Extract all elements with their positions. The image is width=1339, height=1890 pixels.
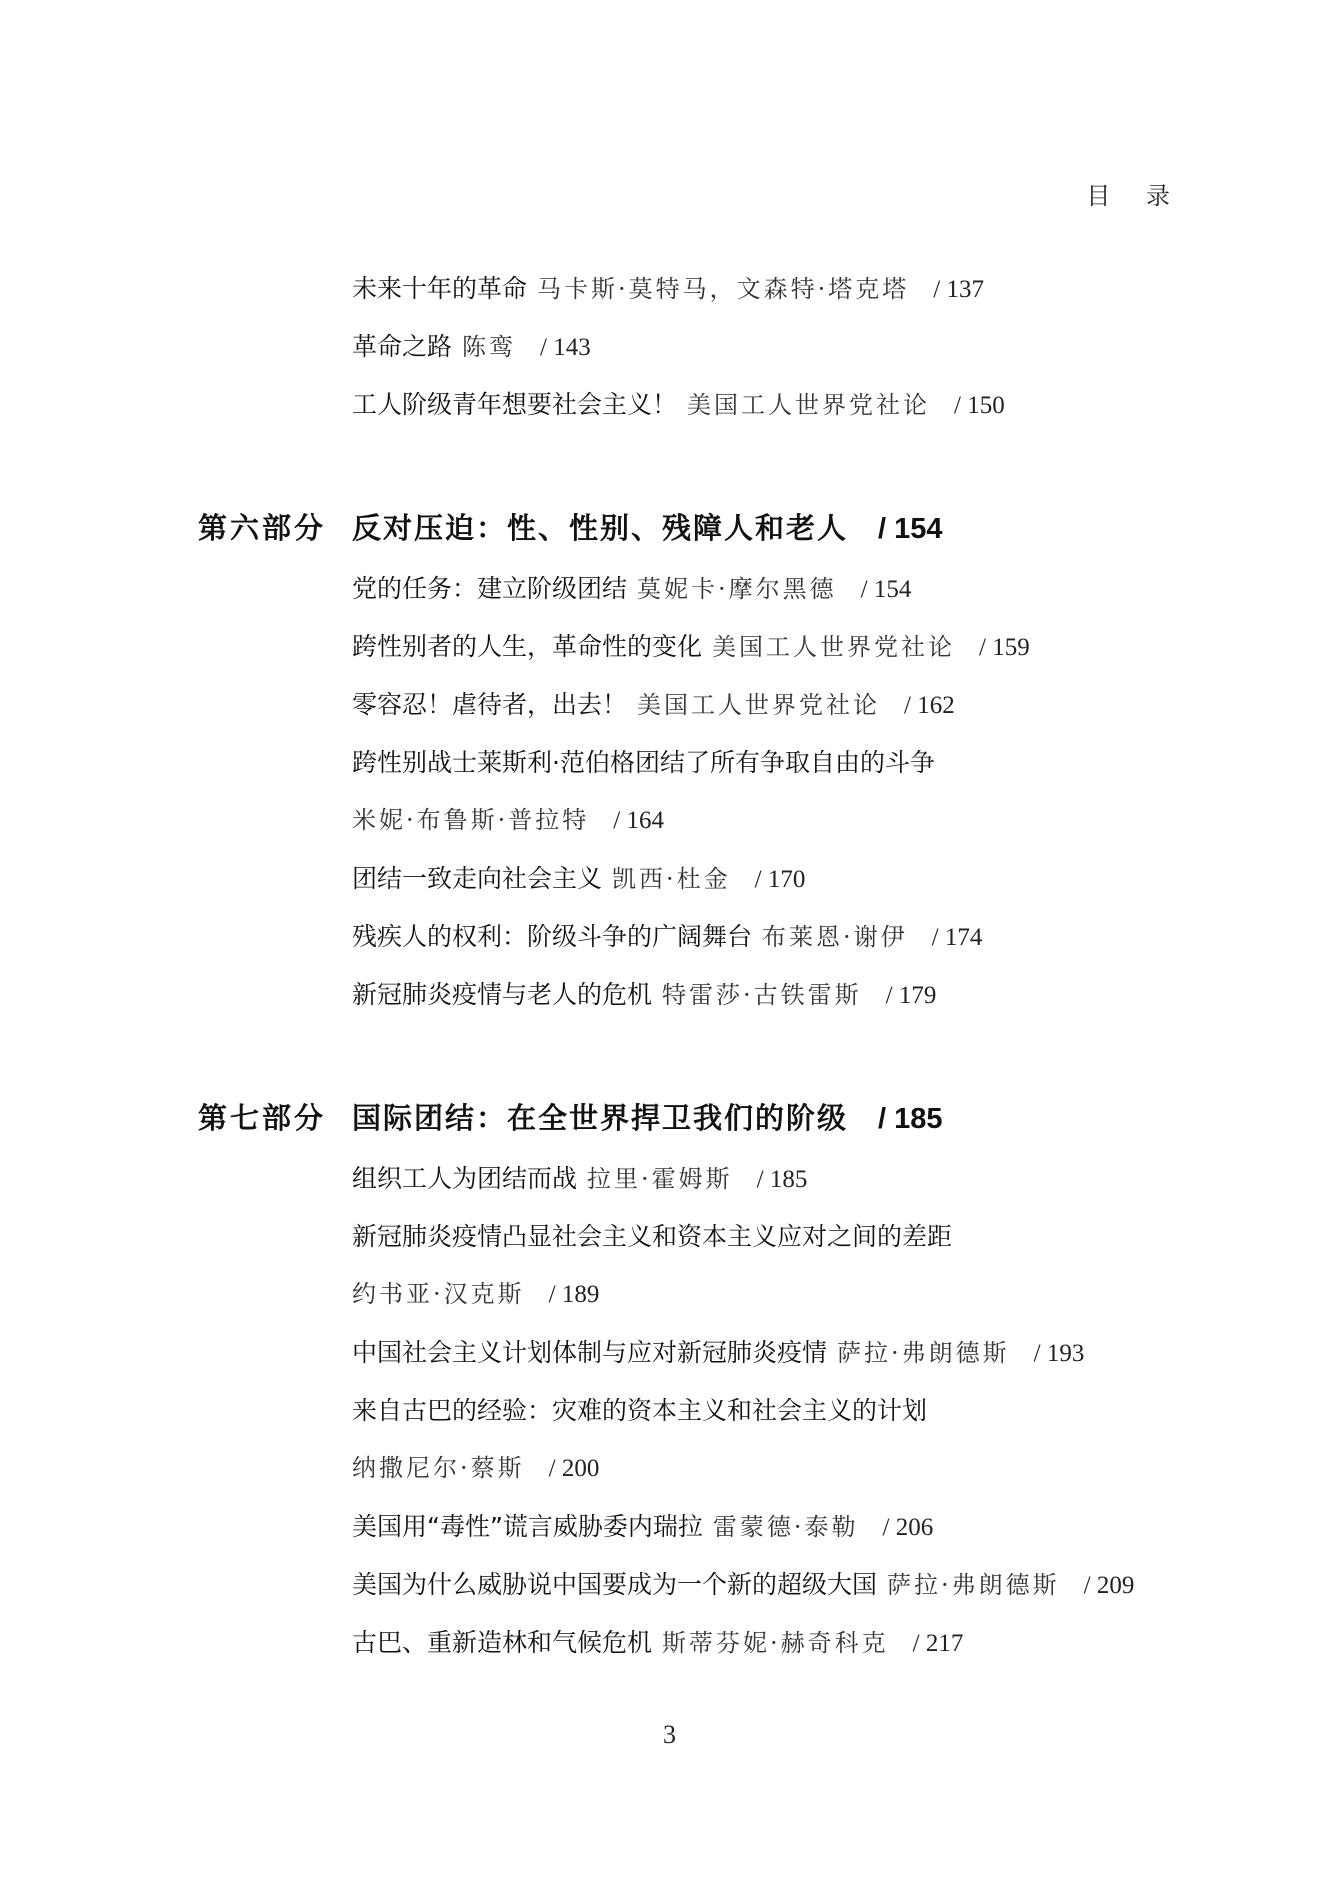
entry-author: 美国工人世界党社论 [637, 691, 881, 719]
entry-author: 纳撒尼尔·蔡斯 [352, 1454, 525, 1482]
entry-author: 斯蒂芬妮·赫奇科克 [662, 1629, 889, 1657]
entry-page-ref: / 143 [540, 334, 591, 361]
entry-page-ref: / 209 [1083, 1572, 1135, 1599]
entry-author: 陈鸾 [462, 333, 517, 361]
entry-title: 残疾人的权利：阶级斗争的广阔舞台 [352, 922, 753, 951]
entry-author: 拉里·霍姆斯 [587, 1165, 733, 1193]
part-label: 第七部分 [198, 1101, 327, 1135]
toc-entry [352, 1398, 927, 1423]
entry-author: 莫妮卡·摩尔黑德 [637, 575, 837, 603]
toc-entry [352, 1630, 963, 1656]
toc-entry [352, 1224, 952, 1249]
entry-page-ref: / 200 [548, 1455, 600, 1482]
entry-page-ref: / 174 [931, 924, 983, 951]
toc-entry [352, 1456, 599, 1481]
part-title: 国际团结：在全世界捍卫我们的阶级 [352, 1101, 849, 1135]
toc-entry [352, 808, 664, 833]
part-heading [198, 1101, 943, 1135]
entry-author: 米妮·布鲁斯·普拉特 [352, 806, 590, 834]
toc-entry [352, 276, 984, 302]
part-heading [198, 511, 943, 545]
entry-page-ref: / 189 [548, 1281, 600, 1308]
entry-author: 雷蒙德·泰勒 [712, 1513, 859, 1541]
part-page-ref: / 185 [878, 1103, 943, 1135]
entry-author: 约书亚·汉克斯 [352, 1280, 525, 1308]
toc-entry [352, 1166, 807, 1192]
entry-title: 美国用“毒性”谎言威胁委内瑞拉 [352, 1512, 703, 1541]
entry-title: 来自古巴的经验：灾难的资本主义和社会主义的计划 [352, 1396, 928, 1425]
toc-entry [352, 392, 1005, 418]
part-page-ref: / 154 [878, 513, 943, 545]
toc-entry [352, 1572, 1134, 1598]
entry-title: 党的任务：建立阶级团结 [352, 574, 628, 603]
toc-entry [352, 1282, 599, 1307]
toc-entry [352, 1340, 1084, 1366]
running-head: 目 录 [1086, 182, 1184, 210]
page-number: 3 [663, 1720, 676, 1749]
entry-author: 布莱恩·谢伊 [762, 923, 908, 951]
entry-title: 工人阶级青年想要社会主义！ [352, 390, 678, 419]
entry-author: 萨拉·弗朗德斯 [887, 1571, 1060, 1599]
part-label: 第六部分 [198, 511, 327, 545]
toc-entry [352, 982, 936, 1008]
entry-title: 美国为什么威胁说中国要成为一个新的超级大国 [352, 1570, 878, 1599]
entry-author: 美国工人世界党社论 [687, 391, 931, 419]
entry-title: 中国社会主义计划体制与应对新冠肺炎疫情 [352, 1338, 828, 1367]
entry-page-ref: / 206 [882, 1514, 934, 1541]
entry-page-ref: / 185 [756, 1166, 808, 1193]
entry-page-ref: / 154 [860, 576, 912, 603]
toc-entry [352, 750, 935, 775]
toc-entry [352, 866, 805, 892]
entry-page-ref: / 193 [1033, 1340, 1085, 1367]
entry-title: 古巴、重新造林和气候危机 [352, 1628, 653, 1657]
entry-author: 马卡斯·莫特马，文森特·塔克塔 [537, 275, 910, 303]
entry-page-ref: / 179 [885, 982, 937, 1009]
entry-page-ref: / 164 [613, 807, 664, 834]
entry-title: 革命之路 [352, 332, 453, 361]
entry-author: 特雷莎·古铁雷斯 [662, 981, 862, 1009]
entry-page-ref: / 170 [754, 866, 806, 893]
entry-page-ref: / 162 [904, 692, 955, 719]
entry-page-ref: / 150 [954, 392, 1005, 419]
entry-title: 团结一致走向社会主义 [352, 864, 603, 893]
entry-page-ref: / 137 [933, 276, 984, 303]
toc-entry [352, 576, 911, 602]
part-title: 反对压迫：性、性别、残障人和老人 [352, 511, 849, 545]
entry-title: 未来十年的革命 [352, 274, 528, 303]
toc-entry [352, 634, 1030, 660]
entry-title: 零容忍！虐待者，出去！ [352, 690, 628, 719]
entry-page-ref: / 217 [912, 1630, 964, 1657]
entry-title: 跨性别者的人生，革命性的变化 [352, 632, 703, 661]
entry-title: 组织工人为团结而战 [352, 1164, 578, 1193]
entry-author: 美国工人世界党社论 [712, 633, 956, 661]
toc-entry [352, 334, 591, 360]
toc-entry [352, 1514, 933, 1540]
entry-title: 新冠肺炎疫情与老人的危机 [352, 980, 653, 1009]
toc-entry [352, 692, 955, 718]
entry-author: 萨拉·弗朗德斯 [837, 1339, 1010, 1367]
entry-author: 凯西·杜金 [612, 865, 731, 893]
entry-title: 跨性别战士莱斯利·范伯格团结了所有争取自由的斗争 [352, 748, 935, 777]
toc-entry [352, 924, 982, 950]
entry-title: 新冠肺炎疫情凸显社会主义和资本主义应对之间的差距 [352, 1222, 953, 1251]
entry-page-ref: / 159 [979, 634, 1030, 661]
